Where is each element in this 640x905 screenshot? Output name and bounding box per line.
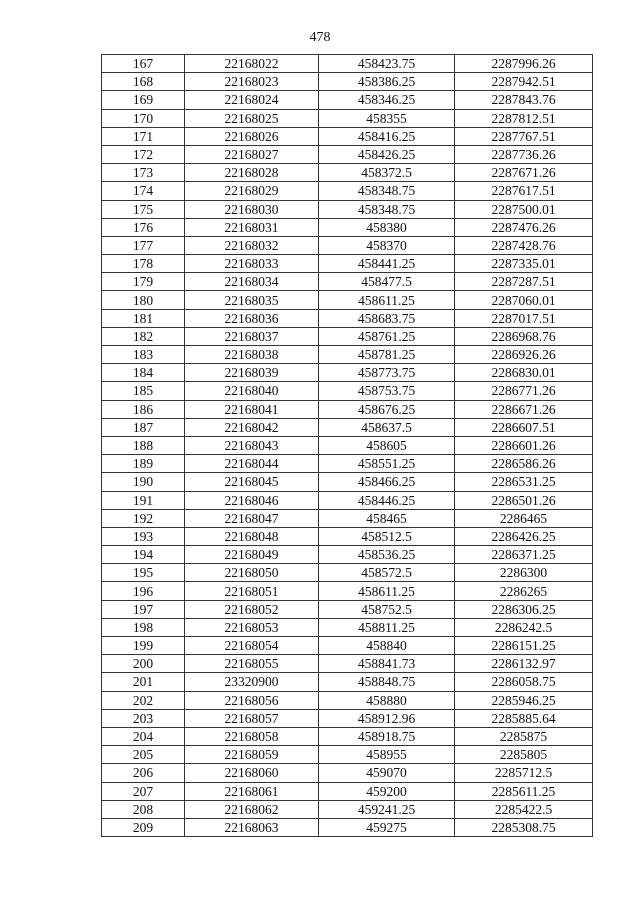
row-number-cell: 192 xyxy=(102,509,185,527)
y-coordinate-cell: 2287767.51 xyxy=(455,127,593,145)
y-coordinate-cell: 2286132.97 xyxy=(455,655,593,673)
row-number-cell: 168 xyxy=(102,73,185,91)
x-coordinate-cell: 459275 xyxy=(319,818,455,836)
point-id-cell: 22168027 xyxy=(185,145,319,163)
table-row xyxy=(102,546,593,564)
x-coordinate-cell: 459241.25 xyxy=(319,800,455,818)
y-coordinate-cell: 2287017.51 xyxy=(455,309,593,327)
table-row xyxy=(102,782,593,800)
table-row xyxy=(102,291,593,309)
table-row xyxy=(102,727,593,745)
point-id-cell: 22168051 xyxy=(185,582,319,600)
coordinate-table xyxy=(101,54,593,837)
x-coordinate-cell: 458605 xyxy=(319,436,455,454)
point-id-cell: 22168028 xyxy=(185,164,319,182)
point-id-cell: 22168053 xyxy=(185,618,319,636)
row-number-cell: 188 xyxy=(102,436,185,454)
table-row xyxy=(102,273,593,291)
table-row xyxy=(102,109,593,127)
x-coordinate-cell: 458880 xyxy=(319,691,455,709)
x-coordinate-cell: 458683.75 xyxy=(319,309,455,327)
point-id-cell: 22168052 xyxy=(185,600,319,618)
point-id-cell: 22168035 xyxy=(185,291,319,309)
x-coordinate-cell: 458370 xyxy=(319,236,455,254)
table-row xyxy=(102,200,593,218)
row-number-cell: 191 xyxy=(102,491,185,509)
table-row xyxy=(102,473,593,491)
table-row xyxy=(102,309,593,327)
y-coordinate-cell: 2287428.76 xyxy=(455,236,593,254)
table-row xyxy=(102,564,593,582)
table-row xyxy=(102,236,593,254)
point-id-cell: 22168048 xyxy=(185,527,319,545)
y-coordinate-cell: 2286586.26 xyxy=(455,455,593,473)
x-coordinate-cell: 458753.75 xyxy=(319,382,455,400)
row-number-cell: 172 xyxy=(102,145,185,163)
point-id-cell: 22168022 xyxy=(185,55,319,73)
y-coordinate-cell: 2286601.26 xyxy=(455,436,593,454)
y-coordinate-cell: 2285885.64 xyxy=(455,709,593,727)
table-row xyxy=(102,346,593,364)
y-coordinate-cell: 2287671.26 xyxy=(455,164,593,182)
x-coordinate-cell: 458386.25 xyxy=(319,73,455,91)
point-id-cell: 22168041 xyxy=(185,400,319,418)
x-coordinate-cell: 458423.75 xyxy=(319,55,455,73)
row-number-cell: 194 xyxy=(102,546,185,564)
row-number-cell: 196 xyxy=(102,582,185,600)
x-coordinate-cell: 458637.5 xyxy=(319,418,455,436)
y-coordinate-cell: 2286371.25 xyxy=(455,546,593,564)
y-coordinate-cell: 2286501.26 xyxy=(455,491,593,509)
x-coordinate-cell: 458955 xyxy=(319,746,455,764)
x-coordinate-cell: 458572.5 xyxy=(319,564,455,582)
x-coordinate-cell: 458912.96 xyxy=(319,709,455,727)
table-body xyxy=(102,55,593,837)
x-coordinate-cell: 458380 xyxy=(319,218,455,236)
table-row xyxy=(102,746,593,764)
table-row xyxy=(102,818,593,836)
page-number: 478 xyxy=(309,30,331,45)
table-row xyxy=(102,218,593,236)
row-number-cell: 190 xyxy=(102,473,185,491)
x-coordinate-cell: 458611.25 xyxy=(319,582,455,600)
x-coordinate-cell: 458918.75 xyxy=(319,727,455,745)
table-row xyxy=(102,764,593,782)
table-row xyxy=(102,800,593,818)
table-row xyxy=(102,182,593,200)
row-number-cell: 187 xyxy=(102,418,185,436)
point-id-cell: 22168058 xyxy=(185,727,319,745)
row-number-cell: 176 xyxy=(102,218,185,236)
x-coordinate-cell: 458781.25 xyxy=(319,346,455,364)
point-id-cell: 22168049 xyxy=(185,546,319,564)
x-coordinate-cell: 458372.5 xyxy=(319,164,455,182)
table-row xyxy=(102,455,593,473)
point-id-cell: 22168025 xyxy=(185,109,319,127)
table-row xyxy=(102,691,593,709)
y-coordinate-cell: 2286771.26 xyxy=(455,382,593,400)
x-coordinate-cell: 458477.5 xyxy=(319,273,455,291)
x-coordinate-cell: 458355 xyxy=(319,109,455,127)
y-coordinate-cell: 2287942.51 xyxy=(455,73,593,91)
y-coordinate-cell: 2285308.75 xyxy=(455,818,593,836)
x-coordinate-cell: 458416.25 xyxy=(319,127,455,145)
row-number-cell: 199 xyxy=(102,637,185,655)
x-coordinate-cell: 458346.25 xyxy=(319,91,455,109)
x-coordinate-cell: 458551.25 xyxy=(319,455,455,473)
table-row xyxy=(102,655,593,673)
y-coordinate-cell: 2287617.51 xyxy=(455,182,593,200)
x-coordinate-cell: 458761.25 xyxy=(319,327,455,345)
table-row xyxy=(102,600,593,618)
x-coordinate-cell: 458536.25 xyxy=(319,546,455,564)
point-id-cell: 22168062 xyxy=(185,800,319,818)
row-number-cell: 186 xyxy=(102,400,185,418)
table-row xyxy=(102,509,593,527)
table-row xyxy=(102,73,593,91)
y-coordinate-cell: 2286830.01 xyxy=(455,364,593,382)
y-coordinate-cell: 2286300 xyxy=(455,564,593,582)
point-id-cell: 22168047 xyxy=(185,509,319,527)
x-coordinate-cell: 458841.73 xyxy=(319,655,455,673)
point-id-cell: 22168059 xyxy=(185,746,319,764)
point-id-cell: 22168046 xyxy=(185,491,319,509)
table-row xyxy=(102,327,593,345)
y-coordinate-cell: 2286242.5 xyxy=(455,618,593,636)
row-number-cell: 207 xyxy=(102,782,185,800)
x-coordinate-cell: 459200 xyxy=(319,782,455,800)
point-id-cell: 22168057 xyxy=(185,709,319,727)
y-coordinate-cell: 2287843.76 xyxy=(455,91,593,109)
point-id-cell: 22168061 xyxy=(185,782,319,800)
x-coordinate-cell: 458848.75 xyxy=(319,673,455,691)
x-coordinate-cell: 458773.75 xyxy=(319,364,455,382)
point-id-cell: 22168032 xyxy=(185,236,319,254)
y-coordinate-cell: 2286426.25 xyxy=(455,527,593,545)
table-row xyxy=(102,91,593,109)
y-coordinate-cell: 2286058.75 xyxy=(455,673,593,691)
y-coordinate-cell: 2285611.25 xyxy=(455,782,593,800)
row-number-cell: 197 xyxy=(102,600,185,618)
row-number-cell: 195 xyxy=(102,564,185,582)
point-id-cell: 22168050 xyxy=(185,564,319,582)
point-id-cell: 22168038 xyxy=(185,346,319,364)
y-coordinate-cell: 2286926.26 xyxy=(455,346,593,364)
point-id-cell: 22168036 xyxy=(185,309,319,327)
y-coordinate-cell: 2285875 xyxy=(455,727,593,745)
row-number-cell: 180 xyxy=(102,291,185,309)
row-number-cell: 209 xyxy=(102,818,185,836)
table-row xyxy=(102,673,593,691)
row-number-cell: 206 xyxy=(102,764,185,782)
row-number-cell: 193 xyxy=(102,527,185,545)
point-id-cell: 22168034 xyxy=(185,273,319,291)
y-coordinate-cell: 2287996.26 xyxy=(455,55,593,73)
point-id-cell: 22168033 xyxy=(185,255,319,273)
point-id-cell: 22168031 xyxy=(185,218,319,236)
table-row xyxy=(102,491,593,509)
row-number-cell: 208 xyxy=(102,800,185,818)
table-row xyxy=(102,582,593,600)
table-row xyxy=(102,164,593,182)
row-number-cell: 173 xyxy=(102,164,185,182)
y-coordinate-cell: 2286968.76 xyxy=(455,327,593,345)
y-coordinate-cell: 2286265 xyxy=(455,582,593,600)
point-id-cell: 22168029 xyxy=(185,182,319,200)
x-coordinate-cell: 459070 xyxy=(319,764,455,782)
row-number-cell: 174 xyxy=(102,182,185,200)
y-coordinate-cell: 2285805 xyxy=(455,746,593,764)
y-coordinate-cell: 2287736.26 xyxy=(455,145,593,163)
table-row xyxy=(102,637,593,655)
x-coordinate-cell: 458466.25 xyxy=(319,473,455,491)
row-number-cell: 205 xyxy=(102,746,185,764)
y-coordinate-cell: 2286151.25 xyxy=(455,637,593,655)
row-number-cell: 201 xyxy=(102,673,185,691)
point-id-cell: 22168037 xyxy=(185,327,319,345)
table-row xyxy=(102,709,593,727)
point-id-cell: 22168044 xyxy=(185,455,319,473)
row-number-cell: 175 xyxy=(102,200,185,218)
point-id-cell: 22168024 xyxy=(185,91,319,109)
x-coordinate-cell: 458676.25 xyxy=(319,400,455,418)
x-coordinate-cell: 458611.25 xyxy=(319,291,455,309)
y-coordinate-cell: 2285946.25 xyxy=(455,691,593,709)
table-row xyxy=(102,255,593,273)
point-id-cell: 22168042 xyxy=(185,418,319,436)
y-coordinate-cell: 2287500.01 xyxy=(455,200,593,218)
row-number-cell: 204 xyxy=(102,727,185,745)
table-row xyxy=(102,55,593,73)
row-number-cell: 189 xyxy=(102,455,185,473)
point-id-cell: 22168023 xyxy=(185,73,319,91)
table-row xyxy=(102,618,593,636)
point-id-cell: 22168055 xyxy=(185,655,319,673)
row-number-cell: 170 xyxy=(102,109,185,127)
x-coordinate-cell: 458512.5 xyxy=(319,527,455,545)
x-coordinate-cell: 458811.25 xyxy=(319,618,455,636)
y-coordinate-cell: 2287812.51 xyxy=(455,109,593,127)
table-row xyxy=(102,364,593,382)
point-id-cell: 22168045 xyxy=(185,473,319,491)
row-number-cell: 177 xyxy=(102,236,185,254)
row-number-cell: 182 xyxy=(102,327,185,345)
row-number-cell: 185 xyxy=(102,382,185,400)
table-row xyxy=(102,145,593,163)
y-coordinate-cell: 2287060.01 xyxy=(455,291,593,309)
table-row xyxy=(102,436,593,454)
y-coordinate-cell: 2286465 xyxy=(455,509,593,527)
x-coordinate-cell: 458752.5 xyxy=(319,600,455,618)
row-number-cell: 167 xyxy=(102,55,185,73)
point-id-cell: 22168043 xyxy=(185,436,319,454)
x-coordinate-cell: 458426.25 xyxy=(319,145,455,163)
y-coordinate-cell: 2287476.26 xyxy=(455,218,593,236)
point-id-cell: 22168060 xyxy=(185,764,319,782)
y-coordinate-cell: 2286607.51 xyxy=(455,418,593,436)
point-id-cell: 22168063 xyxy=(185,818,319,836)
point-id-cell: 22168026 xyxy=(185,127,319,145)
row-number-cell: 184 xyxy=(102,364,185,382)
row-number-cell: 181 xyxy=(102,309,185,327)
x-coordinate-cell: 458441.25 xyxy=(319,255,455,273)
row-number-cell: 169 xyxy=(102,91,185,109)
y-coordinate-cell: 2286531.25 xyxy=(455,473,593,491)
x-coordinate-cell: 458840 xyxy=(319,637,455,655)
y-coordinate-cell: 2285422.5 xyxy=(455,800,593,818)
point-id-cell: 22168056 xyxy=(185,691,319,709)
row-number-cell: 200 xyxy=(102,655,185,673)
y-coordinate-cell: 2287335.01 xyxy=(455,255,593,273)
table-row xyxy=(102,527,593,545)
table-row xyxy=(102,400,593,418)
point-id-cell: 22168030 xyxy=(185,200,319,218)
row-number-cell: 171 xyxy=(102,127,185,145)
y-coordinate-cell: 2287287.51 xyxy=(455,273,593,291)
table-row xyxy=(102,382,593,400)
row-number-cell: 178 xyxy=(102,255,185,273)
table-row xyxy=(102,418,593,436)
y-coordinate-cell: 2286306.25 xyxy=(455,600,593,618)
row-number-cell: 179 xyxy=(102,273,185,291)
y-coordinate-cell: 2286671.26 xyxy=(455,400,593,418)
row-number-cell: 202 xyxy=(102,691,185,709)
y-coordinate-cell: 2285712.5 xyxy=(455,764,593,782)
row-number-cell: 198 xyxy=(102,618,185,636)
x-coordinate-cell: 458465 xyxy=(319,509,455,527)
x-coordinate-cell: 458348.75 xyxy=(319,200,455,218)
point-id-cell: 22168054 xyxy=(185,637,319,655)
table-row xyxy=(102,127,593,145)
x-coordinate-cell: 458446.25 xyxy=(319,491,455,509)
point-id-cell: 23320900 xyxy=(185,673,319,691)
x-coordinate-cell: 458348.75 xyxy=(319,182,455,200)
point-id-cell: 22168039 xyxy=(185,364,319,382)
point-id-cell: 22168040 xyxy=(185,382,319,400)
row-number-cell: 203 xyxy=(102,709,185,727)
row-number-cell: 183 xyxy=(102,346,185,364)
